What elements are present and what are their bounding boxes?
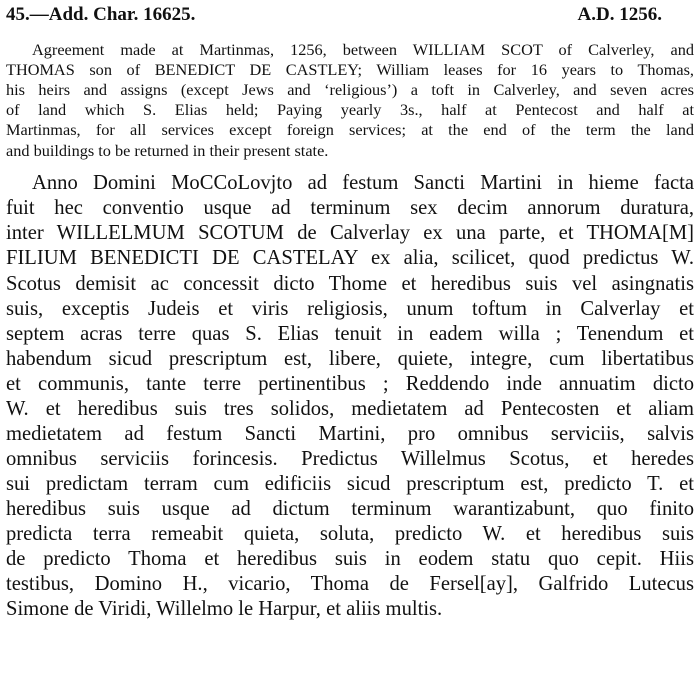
charter-line: sui predictam terram cum edificiis sicud prescriptum est, predicto T. et: [6, 473, 694, 495]
summary-line: Martinmas, for all services except foreign services; at the end of the term the land: [6, 120, 694, 139]
charter-line: omnibus serviciis forincesis. Predictus Willelmus Scotus, et heredes: [6, 448, 694, 470]
charter-line: inter WILLELMUM SCOTUM de Calverlay ex una parte, et THOMA[M]: [6, 222, 694, 244]
charter-line: testibus, Domino H., vicario, Thoma de Fersel[ay], Galfrido Lutecus: [6, 573, 694, 595]
charter-line: Simone de Viridi, Willelmo le Harpur, et aliis multis.: [6, 598, 443, 620]
charter-line: fuit hec conventio usque ad terminum sex decim annorum duratura,: [6, 197, 694, 219]
summary-line: and buildings to be returned in their present state.: [6, 141, 329, 160]
charter-line: heredibus suis usque ad dictum terminum warantizabunt, quo finito: [6, 498, 694, 520]
charter-line: W. et heredibus suis tres solidos, medietatem ad Pentecosten et aliam: [6, 398, 694, 420]
charter-line: FILIUM BENEDICTI DE CASTELAY ex alia, scilicet, quod predictus W.: [6, 247, 694, 269]
charter-number-heading: 45.—Add. Char. 16625.: [6, 4, 196, 25]
charter-date-heading: A.D. 1256.: [577, 4, 662, 25]
summary-line: of land which S. Elias held; Paying yearly 3s., half at Pentecost and half at: [6, 100, 694, 119]
charter-line: Anno Domini MoCCoLovjto ad festum Sancti Martini in hieme facta: [32, 172, 694, 194]
charter-line: et communis, tante terre pertinentibus ; Reddendo inde annuatim dicto: [6, 373, 694, 395]
summary-line: THOMAS son of BENEDICT DE CASTLEY; William leases for 16 years to Thomas,: [6, 60, 694, 79]
charter-line: medietatem ad festum Sancti Martini, pro omnibus serviciis, salvis: [6, 423, 694, 445]
charter-line: septem acras terre quas S. Elias tenuit in eadem willa ; Tenendum et: [6, 323, 694, 345]
charter-line: habendum sicud prescriptum est, libere, quiete, integre, cum libertatibus: [6, 348, 694, 370]
charter-line: suis, exceptis Judeis et viris religiosis, unum toftum in Calverlay et: [6, 298, 694, 320]
summary-line: Agreement made at Martinmas, 1256, between WILLIAM SCOT of Calverley, and: [32, 40, 694, 59]
summary-line: his heirs and assigns (except Jews and ‘religious’) a toft in Calverley, and seven acres: [6, 80, 694, 99]
charter-line: de predicto Thoma et heredibus suis in eodem statu quo cepit. Hiis: [6, 548, 694, 570]
charter-line: Scotus demisit ac concessit dicto Thome et heredibus suis vel asingnatis: [6, 273, 694, 295]
charter-line: predicta terra remeabit quieta, soluta, predicto W. et heredibus suis: [6, 523, 694, 545]
